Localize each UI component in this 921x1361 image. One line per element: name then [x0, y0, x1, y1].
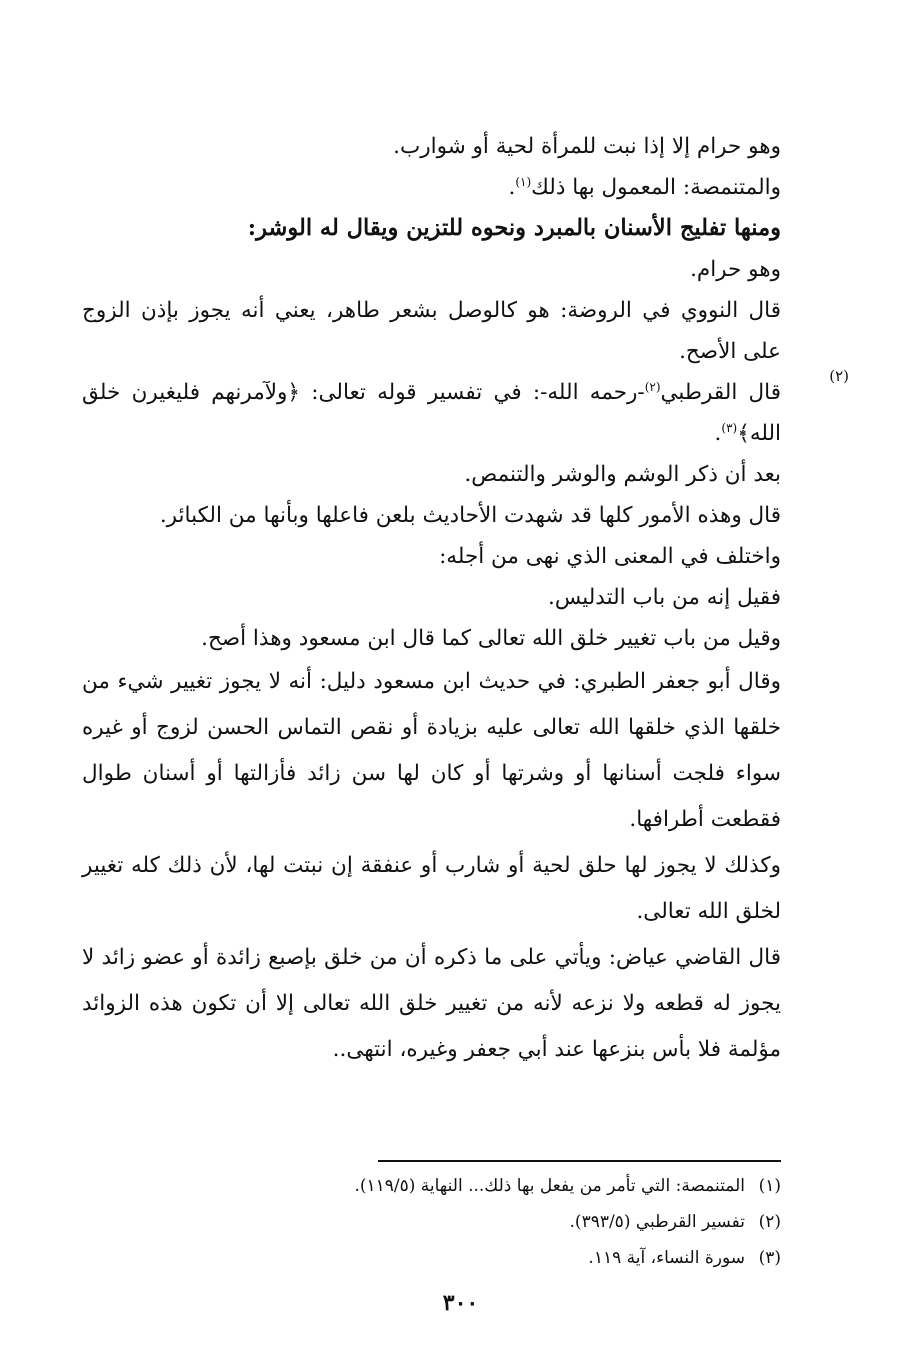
footnote-ref-2: (٢) [644, 379, 661, 394]
paragraph-5-end: . [714, 421, 722, 446]
paragraph-3: وهو حرام. [690, 257, 781, 282]
paragraph-8: واختلف في المعنى الذي نهى من أجله: [439, 544, 781, 569]
paragraph-10: وقيل من باب تغيير خلق الله تعالى كما قال ابن مسعود وهذا أصح. [201, 626, 781, 651]
margin-note: (٢) [829, 367, 849, 385]
main-text [82, 126, 781, 1073]
paragraph-13: قال القاضي عياض: ويأتي على ما ذكره أن من خلق بإصبع زائدة أو عضو زائد لا يجوز له قطعه ولا نزعه لأنه من تغيير خلق الله تعالى إلا أن تكون هذه الزوائد مؤلمة فلا بأس بنزعها عند أبي جعفر وغيره، انتهى.. [82, 945, 781, 1062]
footnote-number: (٢) [758, 1212, 781, 1232]
paragraph-4: قال النووي في الروضة: هو كالوصل بشعر طاهر، يعني أنه يجوز بإذن الزوج على الأصح. [82, 298, 781, 364]
page-number: ٣٠٠ [442, 1290, 479, 1316]
paragraph-2 [82, 167, 781, 208]
footnote-2 [300, 1204, 781, 1240]
paragraph-2-end: . [508, 175, 516, 200]
footnote-ref-1: (١) [515, 174, 532, 189]
footnote-number: (١) [758, 1176, 781, 1196]
footnote-number: (٣) [758, 1248, 781, 1268]
paragraph-5 [82, 372, 781, 454]
paragraph-9: فقيل إنه من باب التدليس. [548, 585, 781, 610]
paragraph-11: وقال أبو جعفر الطبري: في حديث ابن مسعود دليل: أنه لا يجوز تغيير شيء من خلقها الذي خلقها الله تعالى عليه بزيادة أو نقص التماس الحسن لزوج أو غيره سواء فلجت أسنانها أو وشرتها أو كان لها سن زائد فأزالتها أو أسنان طوال فقطعت أطرافها. [82, 669, 781, 832]
paragraph-12: وكذلك لا يجوز لها حلق لحية أو شارب أو عنفقة إن نبتت لها، لأن ذلك كله تغيير لخلق الله تعالى. [82, 853, 781, 924]
footnote-3 [300, 1240, 781, 1276]
footnote-ref-3: (٣) [721, 420, 738, 435]
paragraph-7: قال وهذه الأمور كلها قد شهدت الأحاديث بلعن فاعلها وبأنها من الكبائر. [159, 503, 781, 528]
footnote-text: المتنمصة: التي تأمر من يفعل بها ذلك... النهاية (١١٩/٥). [354, 1176, 745, 1196]
footnote-text: تفسير القرطبي (٣٩٣/٥). [569, 1212, 745, 1232]
paragraph-2-text: والمتنمصة: المعمول بها ذلك [531, 175, 781, 200]
paragraph-1: وهو حرام إلا إذا نبت للمرأة لحية أو شوارب. [393, 134, 781, 159]
footnote-divider [378, 1160, 781, 1162]
paragraph-5-start: قال القرطبي [660, 380, 781, 405]
footnotes [300, 1168, 781, 1276]
footnote-1 [300, 1168, 781, 1204]
section-heading: ومنها تفليج الأسنان بالمبرد ونحوه للتزين ويقال له الوشر: [247, 215, 781, 241]
paragraph-6: بعد أن ذكر الوشم والوشر والتنمص. [464, 462, 781, 487]
footnote-text: سورة النساء، آية ١١٩. [588, 1248, 745, 1268]
paragraph-5-quote: -رحمه الله-: في تفسير قوله تعالى: ﴿ولآمرنهم فليغيرن خلق الله﴾ [82, 380, 781, 446]
